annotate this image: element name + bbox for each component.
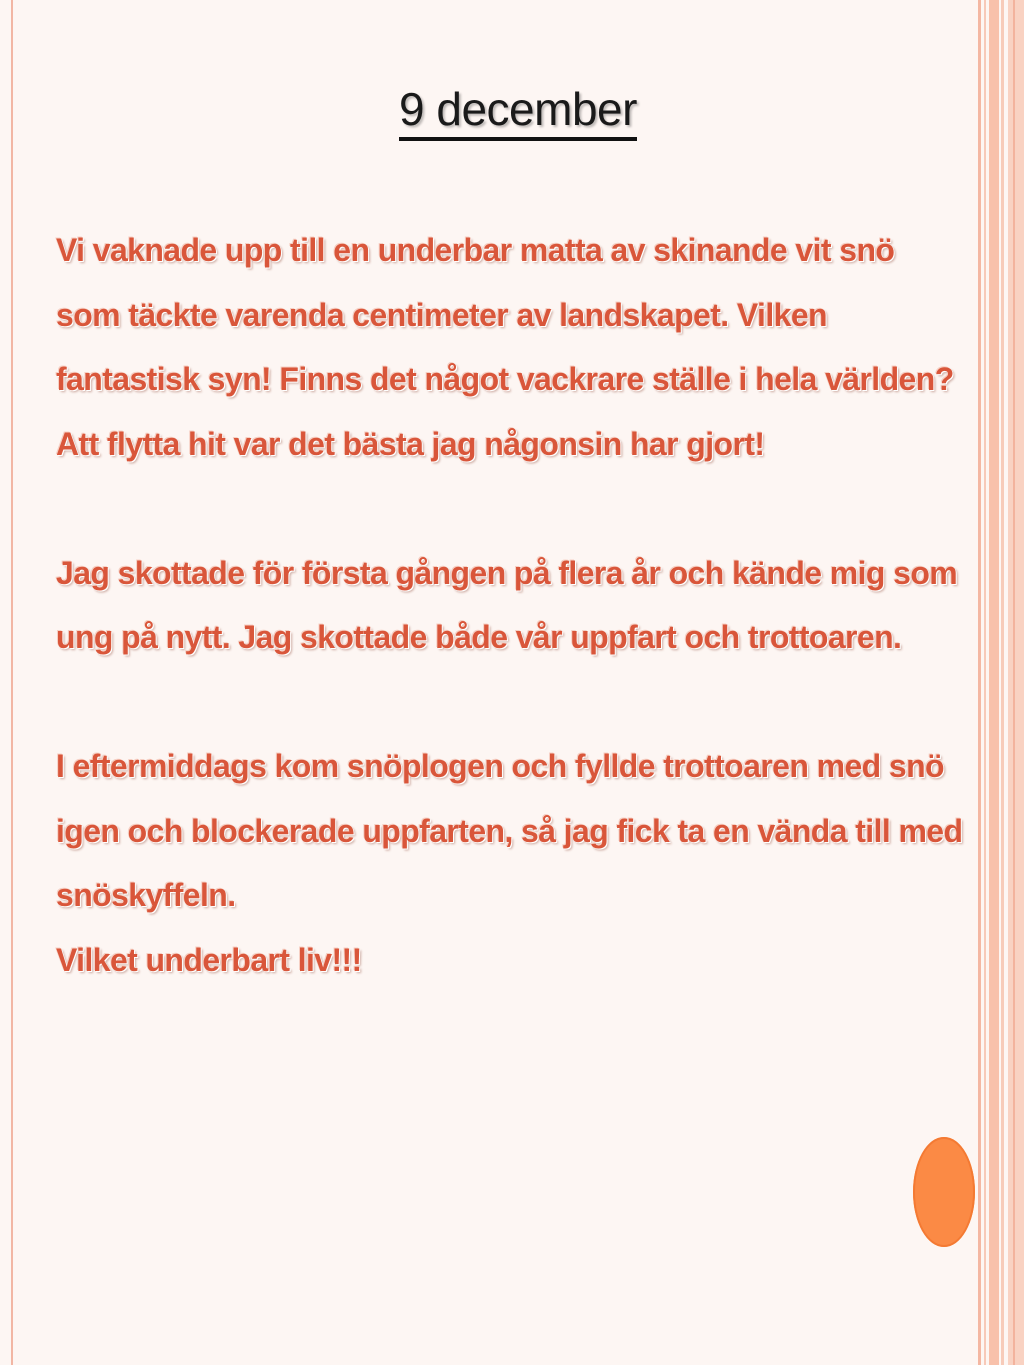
page-title [0, 82, 1024, 136]
page-title-text: 9 december [399, 83, 637, 141]
right-border-stripe [984, 0, 986, 1365]
right-border-stripe [1001, 0, 1004, 1365]
right-border-stripe [1013, 0, 1015, 1365]
paragraph-closing: Vilket underbart liv!!! [56, 941, 362, 978]
paragraph-shoveling: Jag skottade för första gången på flera år och kände mig som ung på nytt. Jag skottade både vår uppfart och trottoaren. [56, 554, 958, 655]
paragraph-spacer [56, 670, 966, 735]
diary-body [56, 218, 966, 992]
decorative-orange-oval [913, 1137, 975, 1247]
right-border-stripe [989, 0, 999, 1365]
paragraph-waking-up: Vi vaknade upp till en underbar matta av skinande vit snö som täckte varenda centimeter av landskapet. Vilken fantastisk syn! Finns det något vackrare ställe i hela världen? Att flytta hit var det bästa jag någonsin har gjort! [56, 232, 954, 462]
left-border-line [11, 0, 13, 1365]
right-border-stripe [1008, 0, 1024, 1365]
right-border-stripe [978, 0, 981, 1365]
paragraph-snowplow: I eftermiddags kom snöplogen och fyllde trottoaren med snö igen och blockerade uppfarten, så jag fick ta en vända till med snöskyffeln. [56, 748, 963, 913]
paragraph-spacer [56, 476, 966, 541]
